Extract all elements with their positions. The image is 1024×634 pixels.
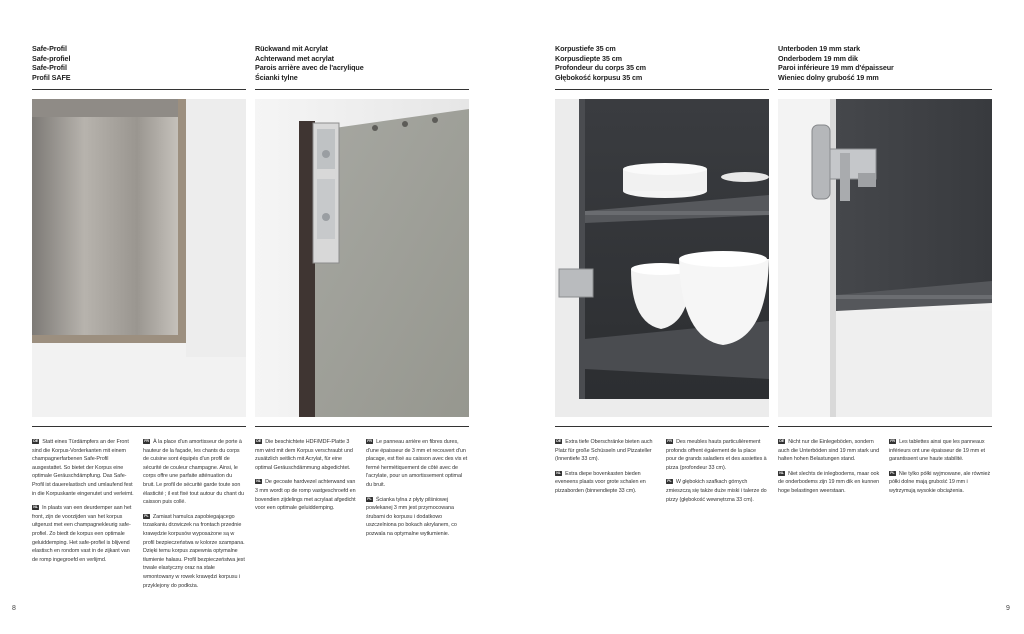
- heading-rueckwand: [255, 44, 469, 90]
- text-col-fr-pl: [143, 438, 245, 596]
- paragraph-de: DE Statt eines Türdämpfers an der Front sind die Korpus-Vorderkanten mit einem champagnerfarbenen Safe-Profil ausgestattet. So bietet der Korpus eine optimale Geräuschdämpfung. Das Safe-Profil ist dauerelastisch und umlaufend fest in die Korpuskante eingenutet und verleimt.: [32, 439, 134, 497]
- text-col-de-nl: [255, 438, 357, 519]
- paragraph-pl: PL Nie tylko półki wyjmowane, ale również półki dolne mają grubość 19 mm i wytrzymują wysokie obciążenia.: [889, 470, 991, 494]
- heading-line: Safe-Profil: [32, 44, 67, 53]
- heading-line: Korpustiefe 35 cm: [555, 44, 616, 53]
- lang-badge: PL: [667, 479, 672, 484]
- heading-safe-profil: [32, 44, 246, 90]
- lang-badge: PL: [890, 470, 895, 475]
- heading-line: Safe-profiel: [32, 53, 71, 63]
- divider: [255, 426, 469, 427]
- heading-line: Wieniec dolny grubość 19 mm: [778, 72, 879, 82]
- lang-badge: PL: [367, 496, 372, 501]
- lang-badge: FR: [144, 439, 149, 443]
- lang-badge: NL: [556, 470, 561, 475]
- heading-line: Profil SAFE: [32, 72, 71, 82]
- text-col-de-nl: [32, 438, 134, 570]
- text-col-fr-pl: [889, 438, 991, 502]
- bottom-panel-image: [778, 99, 992, 417]
- page-number-left: 8: [12, 605, 16, 612]
- paragraph-nl: NL De gecoate hardvezel achterwand van 3 mm wordt op de romp vastgeschroefd en bovendien zijdelings met acrylaat afgedicht voor een optimale geluiddemping.: [255, 479, 356, 512]
- heading-line: Parois arrière avec de l'acrylique: [255, 63, 364, 73]
- paragraph-de: DE Extra tiefe Oberschränke bieten auch Platz für große Schüsseln und Pizzateller (Innentiefe 33 cm).: [555, 439, 653, 463]
- heading-line: Unterboden 19 mm stark: [778, 44, 861, 53]
- text-col-fr-pl: [366, 438, 468, 545]
- paragraph-de: DE Nicht nur die Einlegeböden, sondern auch die Unterböden sind 19 mm stark und halten hohen Belastungen stand.: [778, 439, 880, 463]
- heading-line: Rückwand mit Acrylat: [255, 44, 328, 53]
- paragraph-nl: NL In plaats van een deurdemper aan het front, zijn de voorzijden van het korpus uitgerust met een champagnekleurig safe-profiel. Zo biedt de korpus een optimale geluiddemping. Het safe-profiel is blijvend elastisch en rondom vast in de zijkant van de romp ingegroefd en verlijmd.: [32, 505, 132, 563]
- paragraph-nl: NL Extra diepe bovenkasten bieden eveneens plaats voor grote schalen en pizzaborden (binnendiepte 33 cm).: [555, 470, 646, 494]
- lang-badge: FR: [367, 439, 372, 443]
- lang-badge: DE: [556, 439, 562, 443]
- divider: [32, 426, 246, 427]
- page-number-right: 9: [1006, 605, 1010, 612]
- heading-line: Paroi inférieure 19 mm d'épaisseur: [778, 63, 894, 73]
- heading-korpustiefe: [555, 44, 769, 90]
- heading-line: Korpusdiepte 35 cm: [555, 53, 622, 63]
- photo-bottom-panel: [778, 99, 992, 417]
- photo-cabinet-depth: [555, 99, 769, 417]
- back-wall-image: [255, 99, 469, 417]
- heading-unterboden: [778, 44, 992, 90]
- text-col-fr-pl: [666, 438, 768, 510]
- cabinet-depth-image: [555, 99, 769, 417]
- paragraph-fr: FR À la place d'un amortisseur de porte à hauteur de la façade, les chants du corps de cuisine sont équipés d'un profil de sécurité de couleur champagne. Ainsi, le corps offre une parfaite atténuation du bruit. Le profil de sécurité garde toute son élasticité ; il est fixé tout autour du chant du caisson puis collé.: [143, 439, 244, 506]
- photo-safe-profile: [32, 99, 246, 417]
- lang-badge: FR: [667, 439, 672, 443]
- heading-line: Głębokość korpusu 35 cm: [555, 72, 643, 82]
- paragraph-de: DE Die beschichtete HDF/MDF-Platte 3 mm wird mit dem Korpus verschraubt und zusätzlich seitlich mit Acrylat, für eine optimal Geräuschdämmung abgedichtet.: [255, 439, 353, 471]
- paragraph-pl: PL Zamiast hamulca zapobiegającego trzaskaniu drzwiczek na frontach przednie krawędzie korpusów wyposażone są w profil bezpieczeństwa w kolorze szampana. Dzięki temu korpus zapewnia optymalne tłumienie hałasu. Profil bezpieczeństwa jest trwale elastyczny oraz na stałe wmontowany w rowek krawędzi korpusu i przyklejony do podłoża.: [143, 513, 245, 589]
- lang-badge: FR: [890, 439, 895, 443]
- heading-line: Onderbodem 19 mm dik: [778, 53, 858, 63]
- divider: [555, 426, 769, 427]
- text-col-de-nl: [555, 438, 657, 502]
- paragraph-fr: FR Des meubles hauts particulièrement profonds offrent également de la place pour de grands saladiers et des assiettes à pizza (profondeur 33 cm).: [666, 439, 767, 471]
- lang-badge: NL: [256, 479, 261, 484]
- lang-badge: DE: [779, 439, 785, 443]
- safe-profile-image: [32, 99, 246, 417]
- paragraph-pl: PL W głębokich szafkach górnych zmieszczą się także duże miski i talerze do pizzy (głębokość wewnętrzna 33 cm).: [666, 479, 767, 503]
- lang-badge: DE: [33, 439, 39, 443]
- heading-line: Safe-Profil: [32, 63, 67, 73]
- heading-line: Achterwand met acrylat: [255, 53, 334, 63]
- lang-badge: NL: [33, 505, 38, 510]
- photo-back-wall: [255, 99, 469, 417]
- text-col-de-nl: [778, 438, 880, 502]
- lang-badge: PL: [144, 513, 149, 518]
- lang-badge: NL: [779, 470, 784, 475]
- divider: [778, 426, 992, 427]
- lang-badge: DE: [256, 439, 262, 443]
- paragraph-nl: NL Niet slechts de inlegbodems, maar ook de onderbodems zijn 19 mm dik en kunnen hoge belastingen weerstaan.: [778, 470, 880, 494]
- heading-line: Profondeur du corps 35 cm: [555, 63, 646, 73]
- paragraph-fr: FR Le panneau arrière en fibres dures, d'une épaisseur de 3 mm et recouvert d'un placage, est fixé au caisson avec des vis et fermé hermétiquement de côté avec de l'acrylate, pour un amortissement optimal du bruit.: [366, 439, 468, 488]
- paragraph-pl: PL Ścianka tylna z płyty pilśniowej powlekanej 3 mm jest przymocowana śrubami do korpusu i dodatkowo uszczelniona po bokach akrylanem, co pozwala na optymalne wytłumienie.: [366, 496, 457, 537]
- paragraph-fr: FR Les tablettes ainsi que les panneaux inférieurs ont une épaisseur de 19 mm et garantissent une haute stabilité.: [889, 439, 985, 463]
- heading-line: Ścianki tylne: [255, 72, 298, 82]
